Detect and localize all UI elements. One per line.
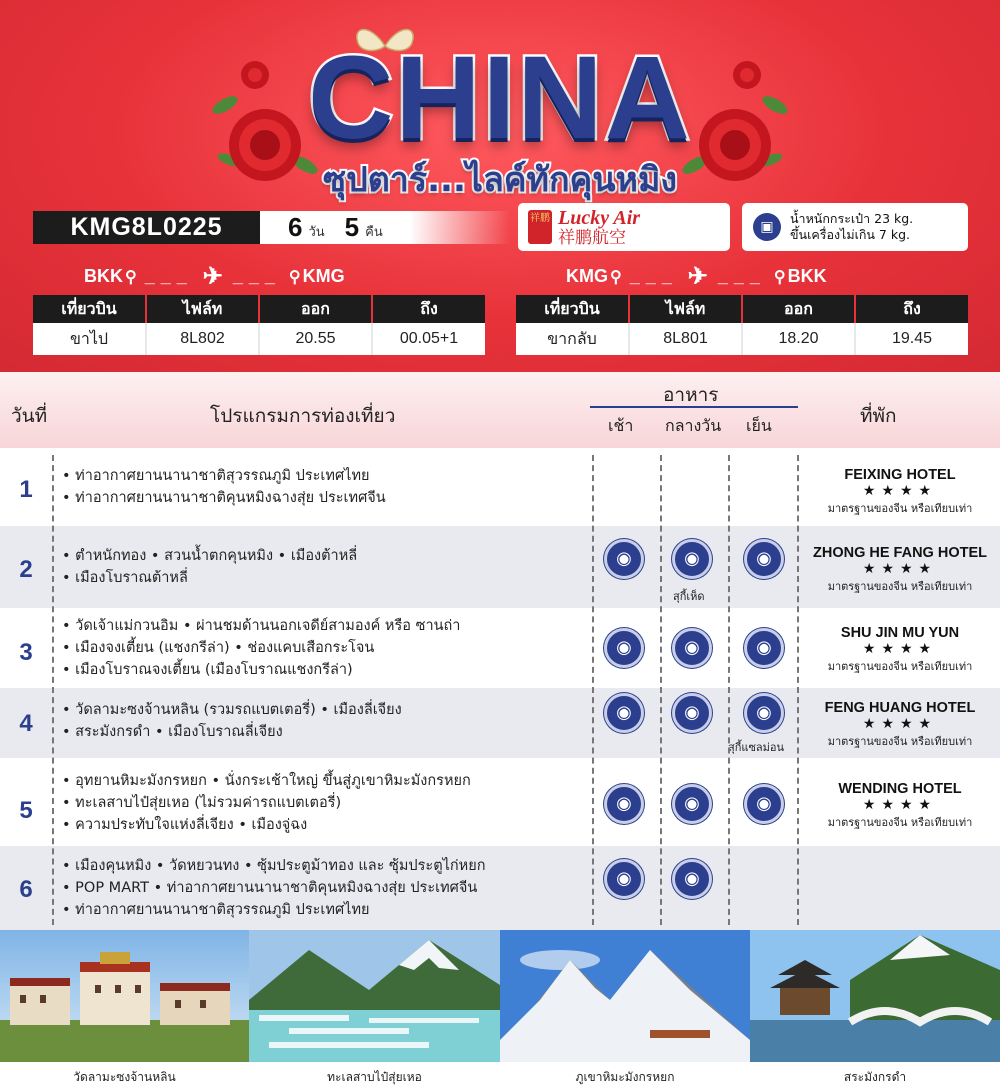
col-header: ไฟล์ท [629,295,742,323]
days-unit: วัน [308,225,325,240]
hotel-info [800,700,1000,750]
day-number: 2 [19,556,33,583]
location-pin-icon: ⚲ [610,268,622,286]
arrive-time: 19.45 [855,323,968,355]
hotel-info [800,545,1000,595]
hotel-stars: ★★★★ [862,641,938,657]
inbound-to: BKK [787,266,827,286]
dinner-header: เย็น [746,416,772,435]
outbound-to: KMG [302,266,345,286]
photo-caption: สระมังกรดำ [843,1070,907,1084]
lunch-header: กลางวัน [665,416,722,435]
route-dash: ___ [144,266,193,286]
itinerary-header [0,372,1000,448]
day-number: 1 [19,476,33,503]
day-program [62,770,471,836]
hotel-standard: มาตรฐานของจีน หรือเทียบเท่า [827,816,973,829]
column-divider [797,455,799,925]
airplane-icon: ✈ [687,263,708,290]
hotel-column-header: ที่พัก [860,405,897,427]
tour-code: KMG8L0225 [33,211,260,244]
col-header: ออก [742,295,855,323]
bowl-utensils-icon: ◉ [604,693,644,733]
inbound-route [566,262,827,291]
day-number: 5 [19,797,33,824]
location-pin-icon: ⚲ [288,268,301,286]
bowl-utensils-icon: ◉ [604,859,644,899]
depart-time: 18.20 [742,323,855,355]
program-line: • ทะเลสาบไป๋สุ่ยเหอ (ไม่รวมค่ารถแบตเตอรี่) [62,792,471,814]
hotel-info [800,467,1000,517]
col-header: ออก [259,295,372,323]
hotel-name: FEIXING HOTEL [844,467,956,483]
airline-name-cn: 祥鹏航空 [558,227,626,248]
nights-count: 5 [344,212,360,242]
column-divider [592,455,594,925]
trip-type: ขากลับ [516,323,629,355]
photo-jade-dragon-snow-mountain [500,930,750,1062]
meals-divider [590,406,798,408]
program-line: • ความประทับใจแห่งลี่เจียง • เมืองจู่ฉง [62,814,471,836]
day-column-header: วันที่ [11,405,48,427]
day-number: 3 [19,639,33,666]
program-line: • เมืองโบราณต้าหลี่ [62,567,357,589]
bowl-utensils-icon: ◉ [604,784,644,824]
bowl-utensils-icon: ◉ [744,693,784,733]
col-header: ถึง [855,295,968,323]
outbound-flight-table [33,295,485,355]
bowl-utensils-icon: ◉ [672,859,712,899]
hotel-standard: มาตรฐานของจีน หรือเทียบเท่า [827,502,973,515]
day-program [62,465,386,509]
outbound-from: BKK [84,266,123,286]
photo-monastery [0,930,249,1062]
program-line: • ท่าอากาศยานนานาชาติสุวรรณภูมิ ประเทศไทย [62,465,386,487]
hotel-standard: มาตรฐานของจีน หรือเทียบเท่า [827,580,973,593]
photo-caption: วัดลามะซงจ้านหลิน [73,1070,176,1084]
breakfast-header: เช้า [608,416,634,435]
header-banner [0,0,1000,372]
route-dash: ___ [629,266,678,286]
photo-strip [0,930,1000,1090]
route-dash: ___ [232,266,281,286]
flight-number: 8L802 [146,323,259,355]
hotel-name: SHU JIN MU YUN [840,625,960,641]
program-line: • สระมังกรดำ • เมืองโบราณลี่เจียง [62,721,402,743]
hotel-name: ZHONG HE FANG HOTEL [813,545,987,561]
location-pin-icon: ⚲ [125,268,137,286]
hotel-standard: มาตรฐานของจีน หรือเทียบเท่า [827,735,973,748]
flight-number: 8L801 [629,323,742,355]
luggage-icon: ▣ [753,213,781,241]
bowl-utensils-icon: ◉ [672,539,712,579]
route-dash: ___ [717,266,766,286]
baggage-line-1: น้ำหนักกระเป๋า 23 kg. [790,211,914,226]
location-pin-icon: ⚲ [773,268,786,286]
program-line: • เมืองจงเตี้ยน (แชงกรีล่า) • ช่องแคบเสือกระโจน [62,637,460,659]
program-line: • วัดเจ้าแม่กวนอิม • ผ่านชมด้านนอกเจดีย์สามองค์ หรือ ซานถ่า [62,615,460,637]
hotel-stars: ★★★★ [862,561,938,577]
hotel-stars: ★★★★ [862,797,938,813]
page-subtitle: ซุปตาร์...ไลค์ทักคุนหมิง [323,160,677,200]
hotel-standard: มาตรฐานของจีน หรือเทียบเท่า [827,660,973,673]
bowl-utensils-icon: ◉ [604,539,644,579]
hotel-info [800,625,1000,675]
column-divider [728,455,730,925]
arrive-time: 00.05+1 [372,323,485,355]
photo-black-dragon-pool [750,930,1000,1062]
photo-caption: ทะเลสาบไป๋สุ่ยเหอ [327,1070,422,1084]
day-program [62,699,402,743]
dinner-note: สุกี้แซลม่อน [728,741,785,754]
hotel-stars: ★★★★ [862,716,938,732]
program-column-header: โปรแกรมการท่องเที่ยว [210,405,396,427]
column-divider [660,455,662,925]
inbound-flight-table [516,295,968,355]
hotel-info [800,781,1000,831]
inbound-from: KMG [566,266,608,286]
nights-unit: คืน [365,225,383,240]
bowl-utensils-icon: ◉ [744,784,784,824]
airplane-icon: ✈ [202,263,223,290]
airline-logo: 祥鹏 [528,210,552,244]
day-program [62,545,357,589]
day-program [62,615,460,681]
hotel-stars: ★★★★ [862,483,938,499]
program-line: • เมืองโบราณจงเตี้ยน (เมืองโบราณแชงกรีล่า) [62,659,460,681]
bowl-utensils-icon: ◉ [672,693,712,733]
program-line: • เมืองคุนหมิง • วัดหยวนทง • ซุ้มประตูม้าทอง และ ซุ้มประตูไก่หยก [62,855,486,877]
col-header: เที่ยวบิน [516,295,629,323]
program-line: • ท่าอากาศยานนานาชาติคุนหมิงฉางสุ่ย ประเทศจีน [62,487,386,509]
bowl-utensils-icon: ◉ [604,628,644,668]
page-title: CHINA [308,32,692,164]
bowl-utensils-icon: ◉ [744,628,784,668]
days-count: 6 [288,212,303,242]
program-line: • ท่าอากาศยานนานาชาติสุวรรณภูมิ ประเทศไทย [62,899,486,921]
airline-badge [518,203,730,251]
program-line: • POP MART • ท่าอากาศยานนานาชาติคุนหมิงฉางสุ่ย ประเทศจีน [62,877,486,899]
hotel-name: FENG HUANG HOTEL [824,700,976,716]
depart-time: 20.55 [259,323,372,355]
day-number: 4 [19,710,33,737]
day-number: 6 [19,876,33,903]
tour-duration [260,211,510,244]
baggage-info [742,203,968,251]
photo-blue-moon-valley [249,930,500,1062]
bowl-utensils-icon: ◉ [672,784,712,824]
column-divider [52,455,54,925]
bowl-utensils-icon: ◉ [744,539,784,579]
program-line: • อุทยานหิมะมังกรหยก • นั่งกระเช้าใหญ่ ขึ้นสู่ภูเขาหิมะมังกรหยก [62,770,471,792]
outbound-route [84,262,345,291]
col-header: ถึง [372,295,485,323]
meals-column-header: อาหาร [663,384,719,406]
hotel-name: WENDING HOTEL [838,781,962,797]
trip-type: ขาไป [33,323,146,355]
bowl-utensils-icon: ◉ [672,628,712,668]
program-line: • ตำหนักทอง • สวนน้ำตกคุนหมิง • เมืองต้าหลี่ [62,545,357,567]
baggage-line-2: ขึ้นเครื่องไม่เกิน 7 kg. [790,227,911,242]
airline-name-en: Lucky Air [558,206,641,229]
col-header: เที่ยวบิน [33,295,146,323]
lunch-note: สุกี้เห็ด [673,590,705,603]
program-line: • วัดลามะซงจ้านหลิน (รวมรถแบตเตอรี่) • เมืองลี่เจียง [62,699,402,721]
photo-caption: ภูเขาหิมะมังกรหยก [575,1070,675,1084]
col-header: ไฟล์ท [146,295,259,323]
day-program [62,855,486,921]
